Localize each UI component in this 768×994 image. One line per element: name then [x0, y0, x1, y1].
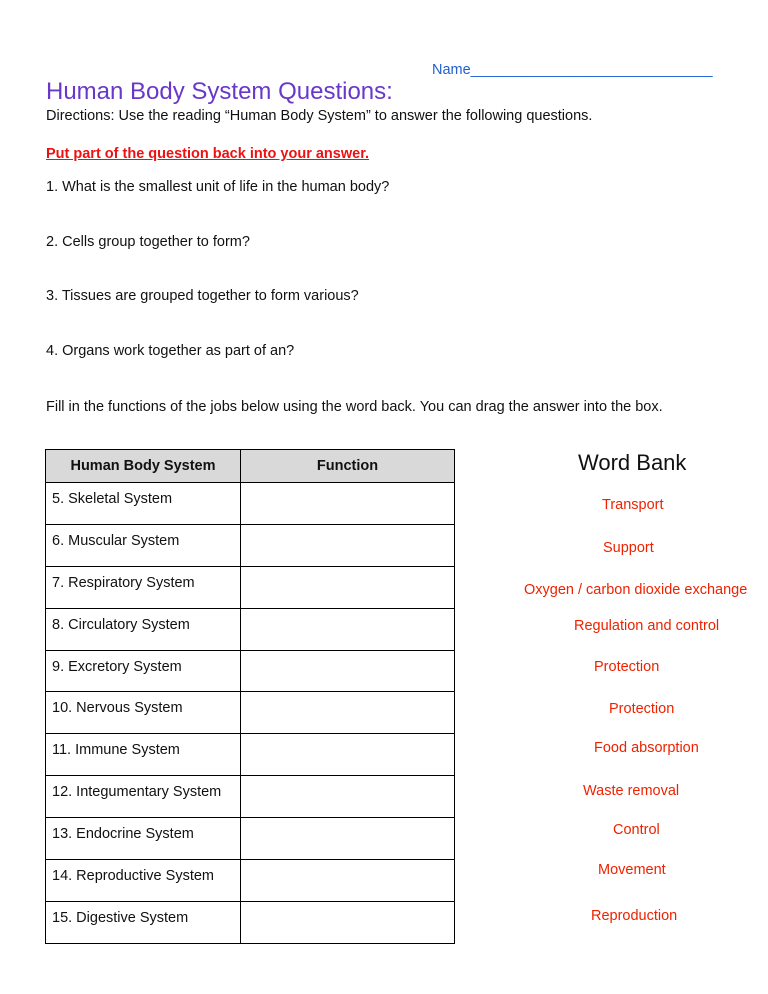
function-drop-box[interactable] [241, 524, 455, 566]
system-name: 12. Integumentary System [52, 784, 222, 801]
system-name: 15. Digestive System [52, 909, 189, 926]
function-drop-box[interactable] [241, 901, 455, 943]
header-function: Function [241, 450, 455, 483]
page-title: Human Body System Questions: [46, 78, 393, 105]
function-drop-box[interactable] [241, 818, 455, 860]
system-name-cell [46, 566, 241, 608]
system-name-cell [46, 818, 241, 860]
function-drop-box[interactable] [241, 483, 455, 525]
system-name: 5. Skeletal System [52, 491, 173, 507]
system-name-cell [46, 692, 241, 734]
system-name: 13. Endocrine System [52, 826, 194, 843]
systems-table [45, 449, 455, 944]
directions-text: Directions: Use the reading “Human Body System” to answer the following questions. [46, 108, 593, 124]
system-name-cell [46, 901, 241, 943]
table-row [46, 901, 455, 943]
function-drop-box[interactable] [241, 860, 455, 902]
table-row [46, 650, 455, 692]
word-bank-item[interactable]: Regulation and control [574, 618, 720, 634]
system-name-cell [46, 524, 241, 566]
question-3: 3. Tissues are grouped together to form various? [46, 288, 359, 304]
system-name-cell [46, 860, 241, 902]
system-name-cell [46, 734, 241, 776]
system-name: 7. Respiratory System [52, 574, 195, 591]
word-bank-item[interactable]: Movement [598, 862, 666, 878]
fill-instruction: Fill in the functions of the jobs below using the word back. You can drag the answer into the box. [46, 399, 663, 415]
system-name: 11. Immune System [52, 742, 180, 759]
system-name-cell [46, 483, 241, 525]
system-name: 10. Nervous System [52, 700, 183, 717]
table-header-row [46, 450, 455, 483]
system-name-cell [46, 776, 241, 818]
word-bank-item[interactable]: Support [603, 540, 654, 556]
word-bank-item[interactable]: Waste removal [583, 783, 680, 799]
function-drop-box[interactable] [241, 566, 455, 608]
word-bank-item[interactable]: Reproduction [591, 908, 678, 924]
word-bank-item[interactable]: Food absorption [594, 740, 699, 756]
system-name-cell [46, 650, 241, 692]
question-1: 1. What is the smallest unit of life in the human body? [46, 179, 390, 195]
system-name: 8. Circulatory System [52, 616, 190, 633]
table-row [46, 860, 455, 902]
system-name: 14. Reproductive System [52, 868, 214, 885]
function-drop-box[interactable] [241, 776, 455, 818]
function-drop-box[interactable] [241, 734, 455, 776]
word-bank-item[interactable]: Control [613, 822, 660, 838]
table-row [46, 524, 455, 566]
question-4: 4. Organs work together as part of an? [46, 343, 295, 359]
table-row [46, 566, 455, 608]
system-name: 6. Muscular System [52, 532, 180, 549]
header-system: Human Body System [46, 450, 241, 483]
system-name-cell [46, 608, 241, 650]
table-row [46, 608, 455, 650]
word-bank-title: Word Bank [578, 450, 687, 475]
table-row [46, 483, 455, 525]
word-bank-item[interactable]: Protection [609, 701, 675, 717]
system-name: 9. Excretory System [52, 658, 182, 675]
function-drop-box[interactable] [241, 650, 455, 692]
table-row [46, 692, 455, 734]
function-drop-box[interactable] [241, 692, 455, 734]
function-drop-box[interactable] [241, 608, 455, 650]
table-row [46, 818, 455, 860]
word-bank-item[interactable]: Protection [594, 659, 660, 675]
table-row [46, 776, 455, 818]
word-bank-item[interactable]: Oxygen / carbon dioxide exchange [524, 582, 748, 598]
instruction-text: Put part of the question back into your answer. [46, 146, 370, 162]
table-row [46, 734, 455, 776]
question-2: 2. Cells group together to form? [46, 234, 250, 250]
name-line[interactable]: Name______________________________ [432, 62, 713, 78]
word-bank-item[interactable]: Transport [602, 497, 664, 513]
